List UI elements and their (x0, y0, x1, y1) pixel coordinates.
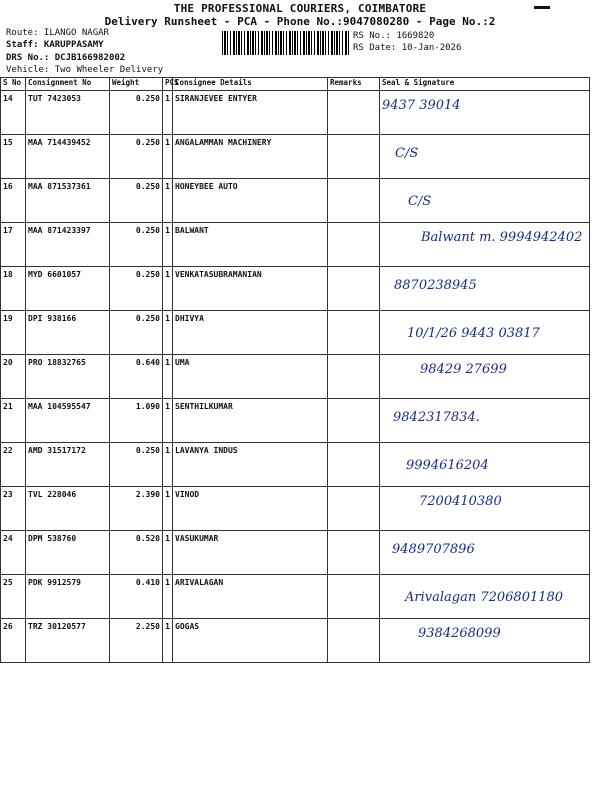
pcs-cell: 1 (163, 399, 173, 443)
consignee-cell: LAVANYA INDUS (173, 443, 328, 487)
sno-cell: 20 (1, 355, 26, 399)
signature-cell (380, 355, 590, 399)
col-remarks: Remarks (328, 78, 380, 91)
table-row (1, 311, 590, 355)
weight-cell: 0.410 (110, 575, 163, 619)
table-row (1, 267, 590, 311)
consignee-cell: UMA (173, 355, 328, 399)
col-weight: Weight (110, 78, 163, 91)
weight-cell: 0.250 (110, 267, 163, 311)
pcs-cell: 1 (163, 311, 173, 355)
handwritten-signature: 9384268099 (418, 626, 501, 641)
remarks-cell (328, 487, 380, 531)
table-row (1, 531, 590, 575)
weight-cell: 0.250 (110, 443, 163, 487)
sno-cell: 15 (1, 135, 26, 179)
weight-cell: 0.250 (110, 135, 163, 179)
pcs-cell: 1 (163, 355, 173, 399)
signature-cell (380, 399, 590, 443)
sno-cell: 22 (1, 443, 26, 487)
table-row (1, 355, 590, 399)
table-row (1, 487, 590, 531)
consignment-cell: MYD 6601057 (26, 267, 110, 311)
table-header-row (1, 78, 590, 91)
pcs-cell: 1 (163, 135, 173, 179)
sno-cell: 17 (1, 223, 26, 267)
sno-cell: 23 (1, 487, 26, 531)
rs-number: RS No.: 1669820 (353, 31, 435, 41)
signature-cell (380, 619, 590, 663)
col-pcs: PCS (163, 78, 173, 91)
handwritten-signature: 8870238945 (394, 278, 477, 293)
remarks-cell (328, 311, 380, 355)
runsheet-subtitle: Delivery Runsheet - PCA - Phone No.:9047080280 - Page No.:2 (104, 15, 496, 28)
weight-cell: 0.640 (110, 355, 163, 399)
consignment-cell: TRZ 30120577 (26, 619, 110, 663)
pcs-cell: 1 (163, 223, 173, 267)
pcs-cell: 1 (163, 179, 173, 223)
pcs-cell: 1 (163, 267, 173, 311)
consignment-cell: MAA 871423397 (26, 223, 110, 267)
table-row (1, 399, 590, 443)
signature-cell (380, 179, 590, 223)
weight-cell: 1.090 (110, 399, 163, 443)
consignment-cell: PRO 18832765 (26, 355, 110, 399)
table-row (1, 619, 590, 663)
sno-cell: 24 (1, 531, 26, 575)
weight-cell: 0.520 (110, 531, 163, 575)
sno-cell: 14 (1, 91, 26, 135)
table-row (1, 443, 590, 487)
pcs-cell: 1 (163, 443, 173, 487)
consignee-cell: VASUKUMAR (173, 531, 328, 575)
consignee-cell: VENKATASUBRAMANIAN (173, 267, 328, 311)
consignee-cell: BALWANT (173, 223, 328, 267)
consignee-cell: GOGAS (173, 619, 328, 663)
consignee-cell: VINOD (173, 487, 328, 531)
weight-cell: 2.250 (110, 619, 163, 663)
signature-cell (380, 311, 590, 355)
runsheet-table (0, 77, 590, 663)
consignment-cell: DPI 938166 (26, 311, 110, 355)
consignment-cell: AMD 31517172 (26, 443, 110, 487)
barcode (222, 31, 350, 55)
col-consignee: Consignee Details (173, 78, 328, 91)
remarks-cell (328, 443, 380, 487)
handwritten-signature: 98429 27699 (420, 362, 507, 377)
sno-cell: 26 (1, 619, 26, 663)
signature-cell (380, 487, 590, 531)
sno-cell: 19 (1, 311, 26, 355)
weight-cell: 0.250 (110, 179, 163, 223)
handwritten-signature: 7200410380 (419, 494, 502, 509)
signature-cell (380, 575, 590, 619)
table-row (1, 575, 590, 619)
table-body (1, 91, 590, 663)
col-signature: Seal & Signature (380, 78, 590, 91)
sno-cell: 18 (1, 267, 26, 311)
consignee-cell: DHIVYA (173, 311, 328, 355)
handwritten-signature: 9994616204 (406, 458, 489, 473)
vehicle-label: Vehicle: Two Wheeler Delivery (6, 65, 164, 75)
signature-cell (380, 443, 590, 487)
signature-cell (380, 531, 590, 575)
remarks-cell (328, 531, 380, 575)
handwritten-signature: 9842317834. (393, 410, 480, 425)
remarks-cell (328, 91, 380, 135)
consignee-cell: ANGALAMMAN MACHINERY (173, 135, 328, 179)
consignment-cell: MAA 871537361 (26, 179, 110, 223)
route-label: Route: ILANGO NAGAR (6, 28, 109, 38)
signature-cell (380, 135, 590, 179)
remarks-cell (328, 355, 380, 399)
signature-cell (380, 91, 590, 135)
handwritten-signature: 9489707896 (392, 542, 475, 557)
consignment-cell: PDK 9912579 (26, 575, 110, 619)
consignment-cell: TUT 7423053 (26, 91, 110, 135)
drs-label: DRS No.: DCJB166982002 (6, 53, 126, 63)
weight-cell: 0.250 (110, 223, 163, 267)
weight-cell: 0.250 (110, 311, 163, 355)
weight-cell: 0.250 (110, 91, 163, 135)
pcs-cell: 1 (163, 531, 173, 575)
remarks-cell (328, 223, 380, 267)
col-sno: S No (1, 78, 26, 91)
table-row (1, 179, 590, 223)
pcs-cell: 1 (163, 487, 173, 531)
handwritten-signature: 9437 39014 (382, 98, 461, 113)
consignment-cell: TVL 228046 (26, 487, 110, 531)
consignee-cell: SENTHILKUMAR (173, 399, 328, 443)
weight-cell: 2.390 (110, 487, 163, 531)
handwritten-signature: Balwant m. 9994942402 (421, 230, 583, 245)
sno-cell: 21 (1, 399, 26, 443)
consignee-cell: ARIVALAGAN (173, 575, 328, 619)
staff-label: Staff: KARUPPASAMY (6, 40, 104, 50)
remarks-cell (328, 135, 380, 179)
handwritten-signature: Arivalagan 7206801180 (405, 590, 564, 605)
handwritten-signature: C/S (408, 194, 432, 209)
pcs-cell: 1 (163, 575, 173, 619)
signature-cell (380, 223, 590, 267)
remarks-cell (328, 399, 380, 443)
handwritten-signature: 10/1/26 9443 03817 (407, 326, 540, 341)
table-row (1, 91, 590, 135)
consignment-cell: DPM 538760 (26, 531, 110, 575)
consignee-cell: SIRANJEVEE ENTYER (173, 91, 328, 135)
signature-cell (380, 267, 590, 311)
pcs-cell: 1 (163, 619, 173, 663)
remarks-cell (328, 179, 380, 223)
remarks-cell (328, 619, 380, 663)
consignment-cell: MAA 104595547 (26, 399, 110, 443)
consignment-cell: MAA 714439452 (26, 135, 110, 179)
pcs-cell: 1 (163, 91, 173, 135)
col-consignment: Consignment No (26, 78, 110, 91)
handwritten-signature: C/S (395, 146, 419, 161)
sno-cell: 25 (1, 575, 26, 619)
remarks-cell (328, 575, 380, 619)
rs-date: RS Date: 10-Jan-2026 (353, 43, 462, 53)
remarks-cell (328, 267, 380, 311)
table-row (1, 135, 590, 179)
sno-cell: 16 (1, 179, 26, 223)
table-row (1, 223, 590, 267)
consignee-cell: HONEYBEE AUTO (173, 179, 328, 223)
company-title: THE PROFESSIONAL COURIERS, COIMBATORE (173, 2, 427, 15)
